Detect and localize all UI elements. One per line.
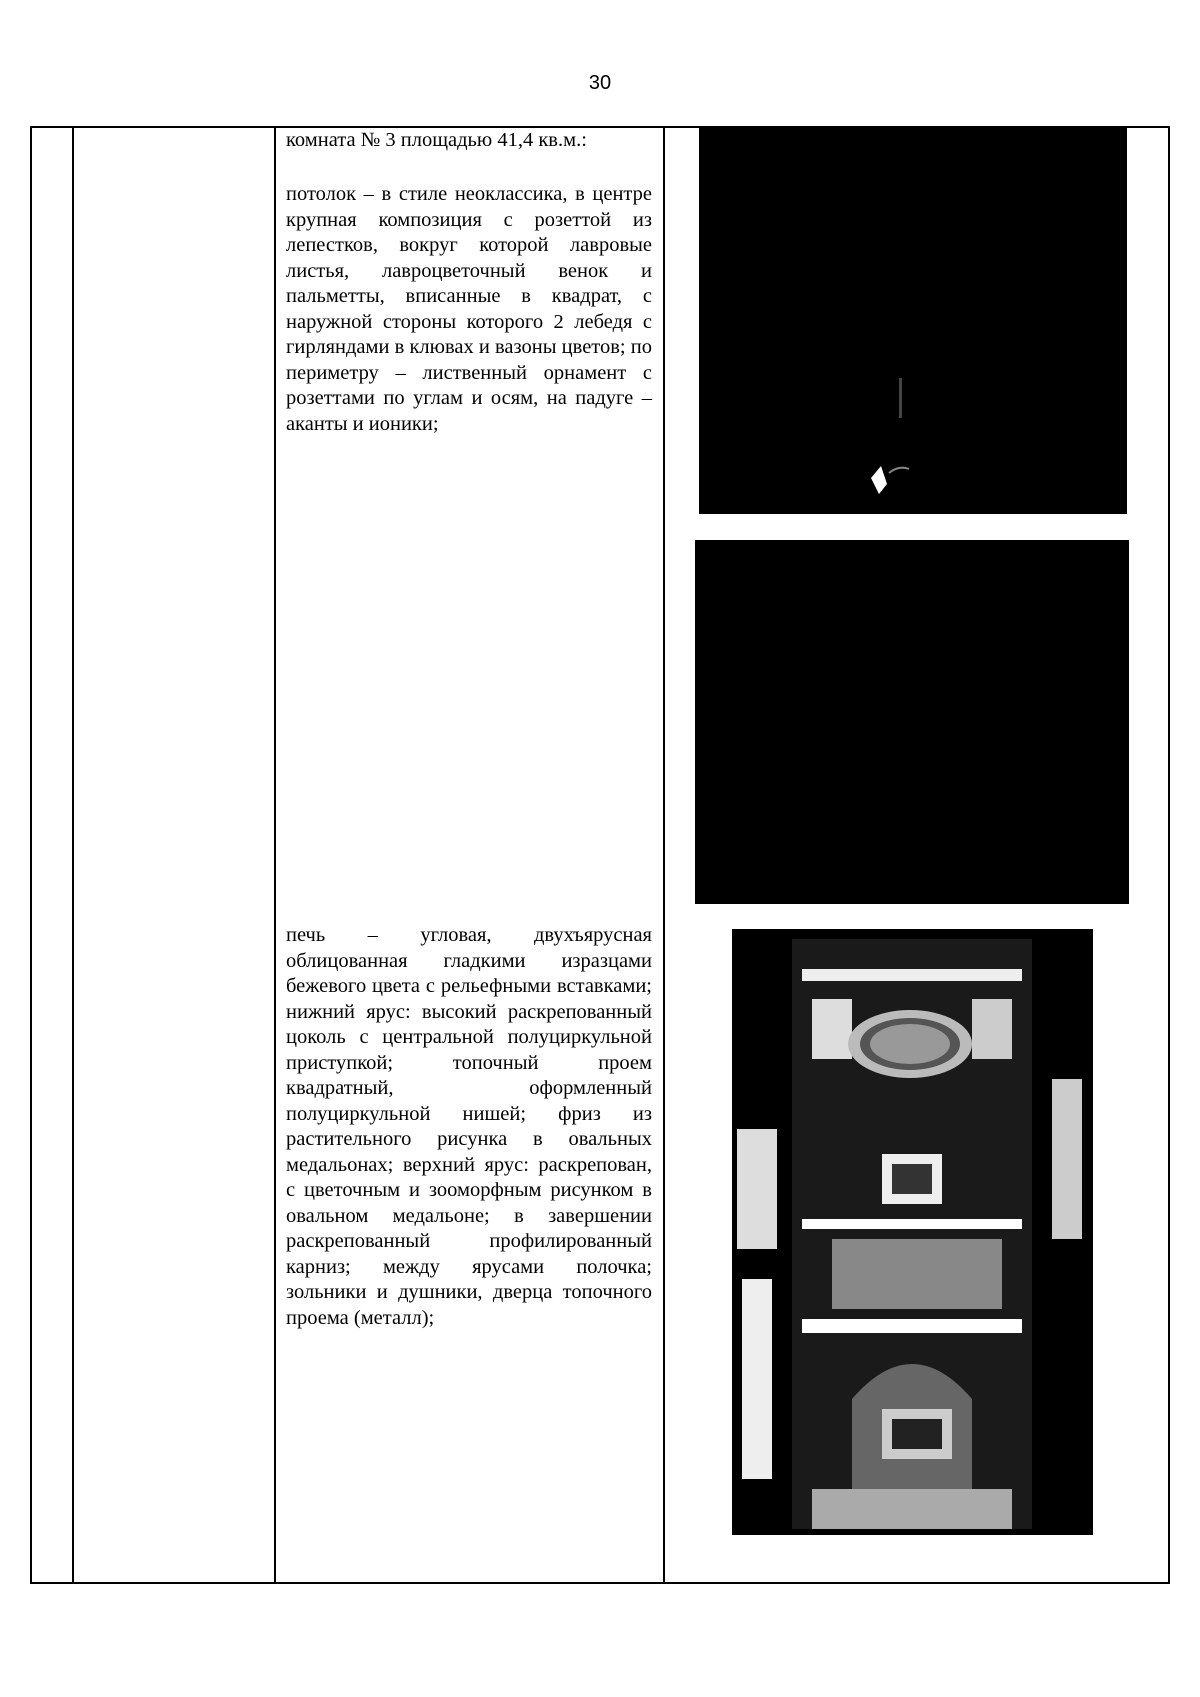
stove-description: печь – угловая, двухъярусная облицованная гладкими изразцами бежевого цвета с рельефными вставками; нижний ярус: высокий раскрепованный цоколь с центральной полуциркульной приступкой; топочный проем квадратный, оформленный полуциркульной нишей; фриз из растительного рисунка в овальных медальонах; верхний ярус: раскрепован, с цветочным и зооморфным рисунком в овальном медальоне; в завершении раскрепованный профилированный карниз; между ярусами полочка; зольники и душники, дверца топочного проема (металл); [286, 924, 652, 1329]
stove-photo-illustration [732, 929, 1093, 1535]
ceiling-photo-detail [699, 128, 1127, 514]
ceiling-description: потолок – в стиле неоклассика, в центре крупная композиция с розеттой из лепестков, вокруг которой лавровые листья, лавроцветочный венок и пальметты, вписанные в квадрат, с наружной стороны которого 2 лебедя с гирляндами в клювах и вазоны цветов; по периметру – лиственный орнамент с розеттами по углам и осям, на падуге – аканты и ионики; [286, 183, 652, 435]
column-divider-3 [663, 126, 665, 1584]
page-number: 30 [588, 72, 612, 94]
column-divider-2 [274, 126, 276, 1584]
room-title: комната № 3 площадью 41,4 кв.м.: [286, 129, 587, 151]
stove-photo [732, 929, 1093, 1535]
ceiling-photo [699, 128, 1127, 514]
column-divider-1 [72, 126, 74, 1584]
ceiling-detail-photo [695, 540, 1129, 904]
